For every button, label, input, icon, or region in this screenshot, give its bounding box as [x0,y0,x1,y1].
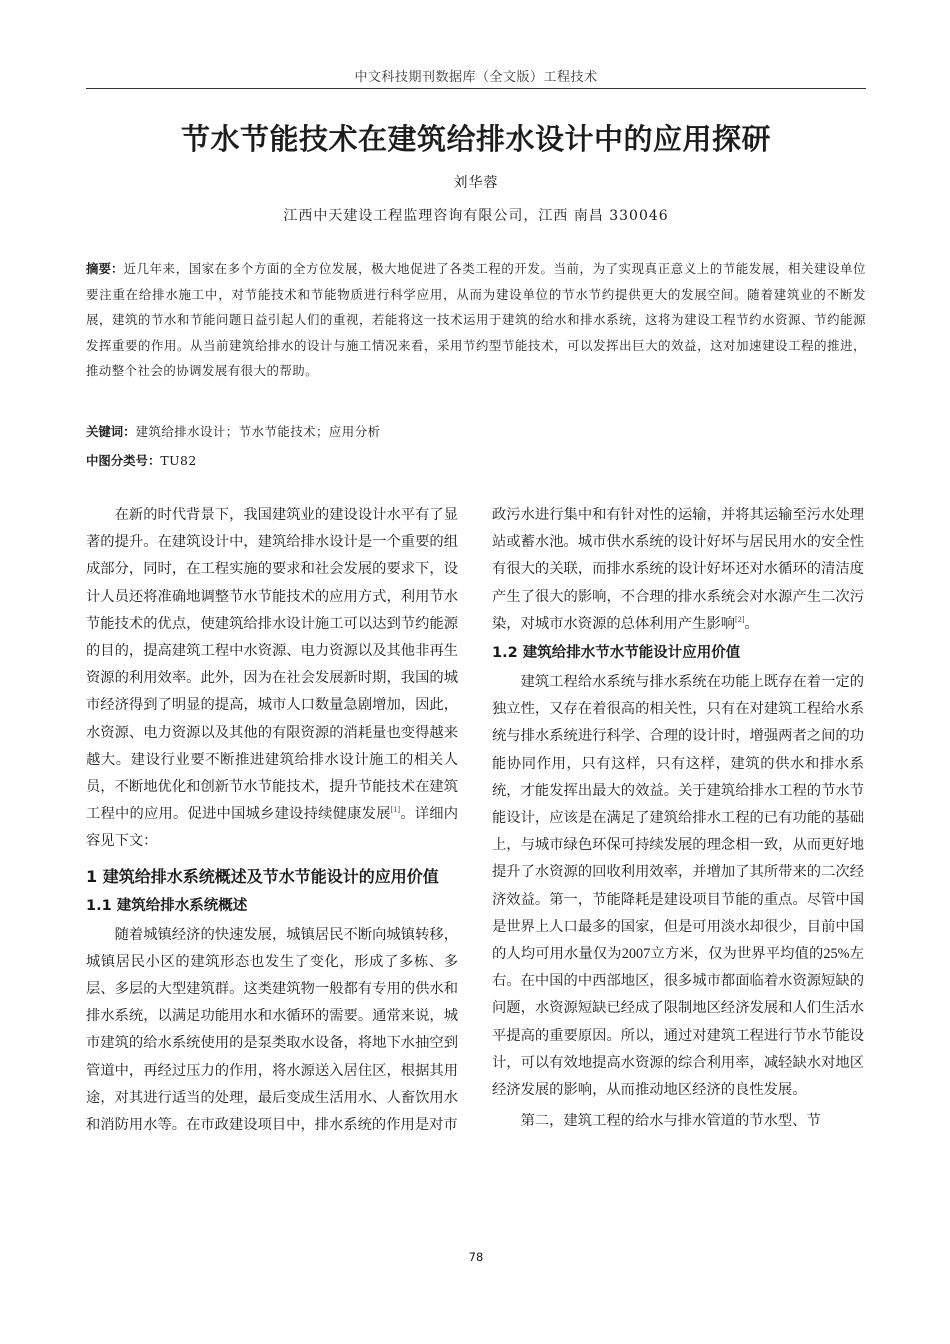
continued-tail: 。 [744,615,759,632]
section-1-1-paragraph: 随着城镇经济的快速发展，城镇居民不断向城镇转移，城镇居民小区的建筑形态也发生了变化，形成了多栋、多层、多层的大型建筑群。这类建筑物一般都有专用的供水和排水系统，以满足功能用水和水循环的需要。通常来说，城市建筑的给水系统使用的是泵类取水设备，将地下水抽空到管道中，再经过压力的作用，将水源送入居住区，根据其用途，对其进行适当的处理，最后变成生活用水、人畜饮用水和消防用水等。在市政建设项目中，排水系统的作用是对市 [86,926,458,1134]
intro-paragraph [86,502,458,856]
abstract-label: 摘要： [86,261,124,276]
section-1-2-paragraph: 建筑工程给水系统与排水系统在功能上既存在着一定的独立性，又存在着很高的相关性，只有在对建筑工程给水系统与排水系统进行科学、合理的设计时，增强两者之间的功能协同作用，只有这样，只有这样，建筑的供水和排水系统，才能发挥出最大的效益。关于建筑给排水工程的节水节能设计，应该是在满足了建筑给排水工程的已有功能的基础上，与城市绿色环保可持续发展的理念相一致，从而更好地提升了水资源的回收利用效率，并增加了其所带来的二次经济效益。第一，节能降耗是建设项目节能的重点。尽管中国是世界上人口最多的国家，但是可用淡水却很少，目前中国的人均可用水量仅为2007立方米，仅为世界平均值的25%左右。在中国的中西部地区，很多城市都面临着水资源短缺的问题，水资源短缺已经成了限制地区经济发展和人们生活水平提高的重要原因。所以，通过对建筑工程进行节水节能设计，可以有效地提高水资源的综合利用率，减轻缺水对地区经济发展的影响，从而推动地区经济的良性发展。 [492,674,864,1099]
second-point-paragraph: 第二，建筑工程的给水与排水管道的节水型、节 [520,1113,821,1130]
article-title: 节水节能技术在建筑给排水设计中的应用探研 [180,122,771,156]
abstract-text: 近几年来，国家在多个方面的全方位发展，极大地促进了各类工程的开发。当前，为了实现真正意义上的节能发展，相关建设单位要注重在给排水施工中，对节能技术和节能物质进行科学应用，从而为建设单位的节水节约提供更大的发展空间。随着建筑业的不断发展，建筑的节水和节能问题日益引起人们的重视，若能将这一技术运用于建筑的给水和排水系统，这将为建设工程节约水资源、节约能源发挥重要的作用。从当前建筑给排水的设计与施工情况来看，采用节约型节能技术，可以发挥出巨大的效益，这对加速建设工程的推进，推动整个社会的协调发展有很大的帮助。 [86,261,867,378]
keywords [86,422,866,440]
author-affiliation: 江西中天建设工程监理咨询有限公司，江西 南昌 330046 [283,208,669,224]
classification-label: 中图分类号： [86,453,161,468]
intro-text: 在新的时代背景下，我国建筑业的建设设计水平有了显著的提升。在建筑设计中，建筑给排水设计是一个重要的组成部分，同时，在工程实施的要求和社会发展的要求下，设计人员还将准确地调整节水节能技术的应用方式，利用节水节能技术的优点，使建筑给排水设计施工可以达到节约能源的目的，提高建筑工程中水资源、电力资源以及其他非再生资源的利用效率。此外，因为在社会发展新时期，我国的城市经济得到了明显的提高，城市人口数量急剧增加，因此，水资源、电力资源以及其他的有限资源的消耗量也变得越来越大。建设行业要不断推进建筑给排水设计施工的相关人员，不断地优化和创新节水节能技术，提升节能技术在建筑工程中的应用。促进中国城乡建设持续健康发展 [86,507,458,823]
classification-number [86,451,866,469]
continued-paragraph [492,502,864,638]
right-column [492,502,864,1135]
continued-text: 政污水进行集中和有针对性的运输，并将其运输至污水处理站或蓄水池。城市供水系统的设计好坏与居民用水的安全性有很大的关联，而排水系统的设计好坏还对水循环的清洁度产生了很大的影响，不合理的排水系统会对水源产生二次污染，对城市水资源的总体利用产生影响 [492,507,864,632]
intro-tail: 。详细内容见下文： [86,806,459,850]
running-header: 中文科技期刊数据库（全文版）工程技术 [354,70,598,85]
section-1-heading: 1 建筑给排水系统概述及节水节能设计的应用价值 [86,866,439,886]
header-divider [86,88,866,89]
citation-ref: [2] [735,615,745,625]
classification-text: TU82 [160,453,197,468]
section-1-2-heading: 1.2 建筑给排水节水节能设计应用价值 [492,645,741,662]
page-number: 78 [468,1250,484,1264]
author-name: 刘华蓉 [453,175,499,191]
keywords-label: 关键词： [86,424,136,439]
section-1-1-heading: 1.1 建筑给排水系统概述 [86,897,248,914]
citation-ref: [1] [390,805,400,815]
left-column [86,502,458,1139]
abstract [86,256,866,384]
keywords-text: 建筑给排水设计；节水节能技术；应用分析 [135,424,381,439]
